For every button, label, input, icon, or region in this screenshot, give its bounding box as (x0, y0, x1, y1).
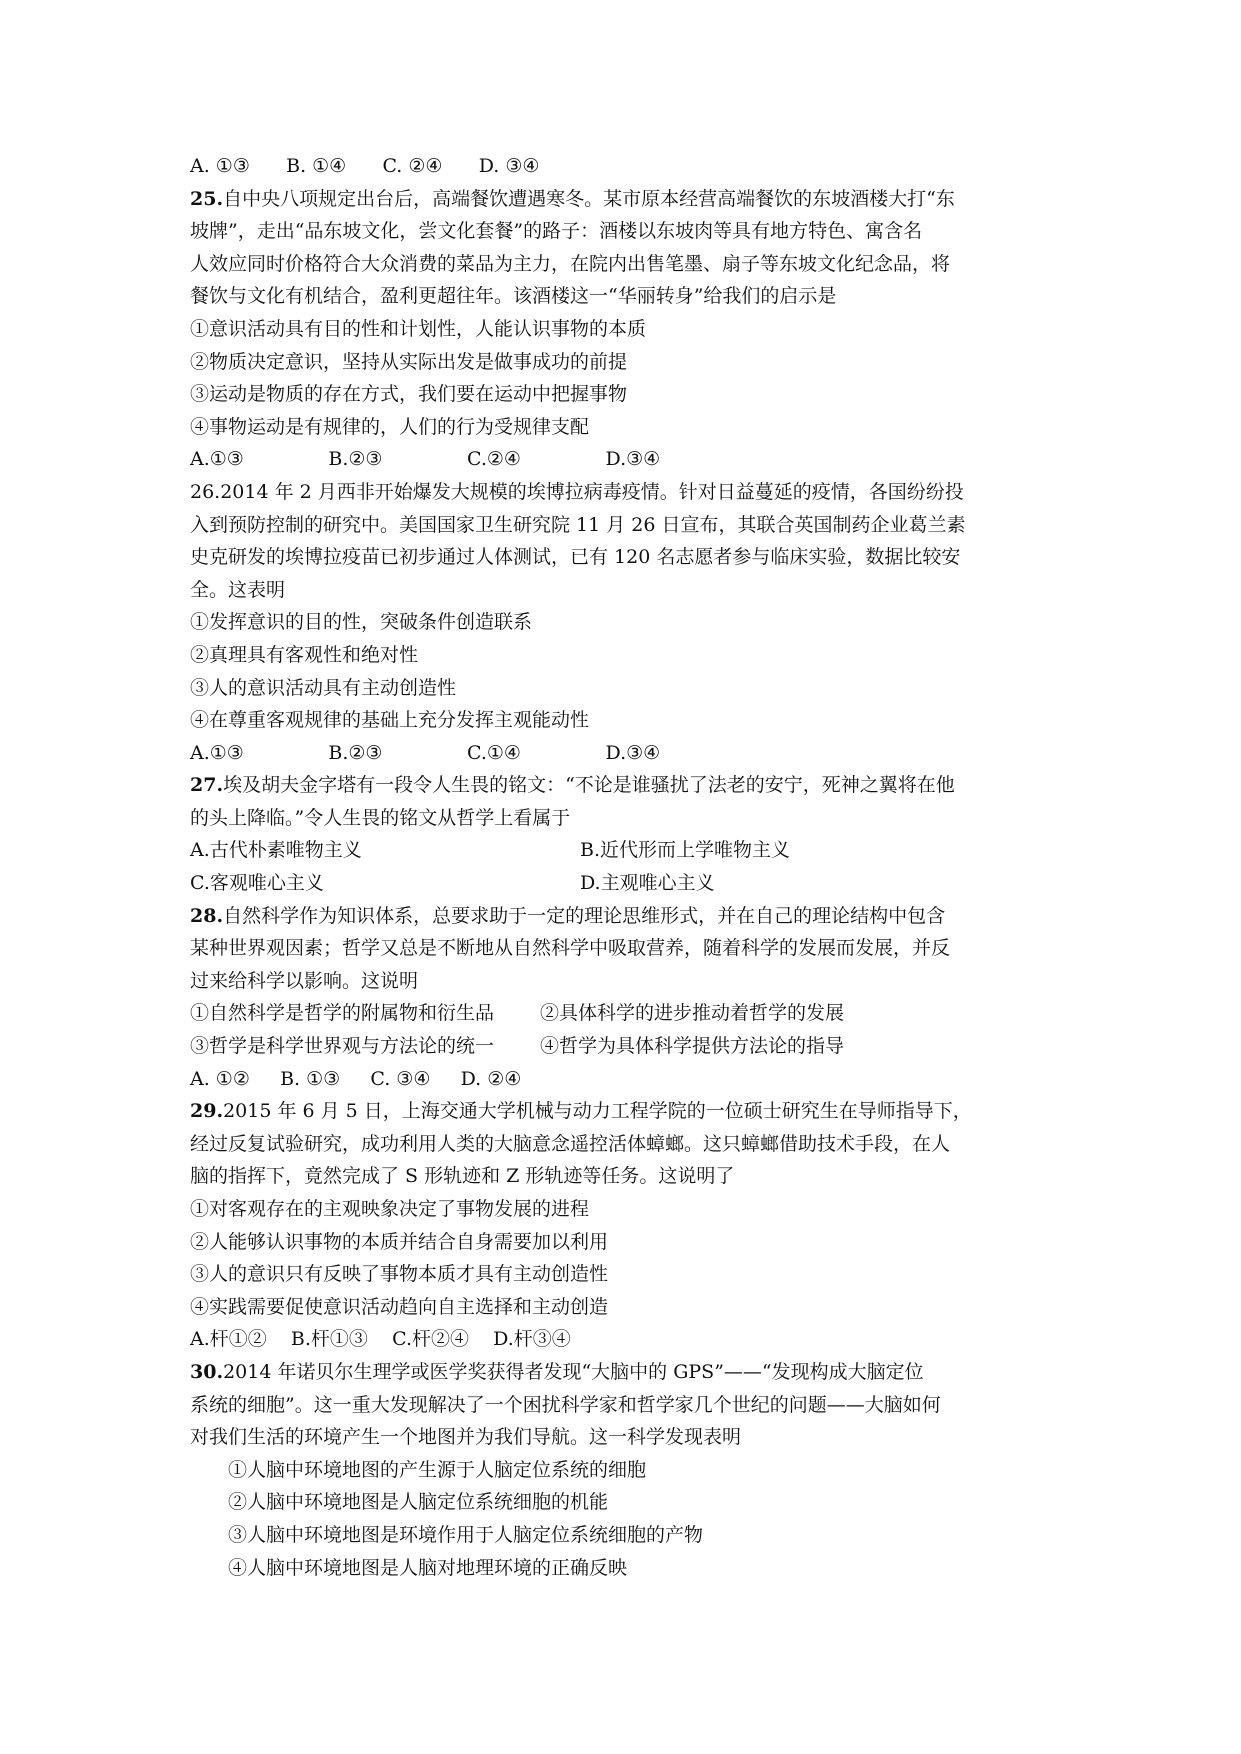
q30-item-2: ②人脑中环境地图是人脑定位系统细胞的机能 (228, 1491, 609, 1514)
q28-item-1: ①自然科学是哲学的附属物和衍生品 (190, 1002, 495, 1025)
q27-option-b: B.近代形而上学唯物主义 (580, 839, 791, 862)
question-30 (190, 1356, 1065, 1584)
q28-items-row-2 (190, 1030, 1065, 1063)
q26-number: 26. (190, 480, 221, 503)
q28-item-4: ④哲学为具体科学提供方法论的指导 (540, 1035, 845, 1058)
question-28 (190, 900, 1065, 1096)
q26-item-3: ③人的意识活动具有主动创造性 (190, 676, 457, 699)
q28-stem-line-1: 28.自然科学作为知识体系，总要求助于一定的理论思维形式，并在自己的理论结构中包含 (190, 904, 946, 927)
q28-items-row-1 (190, 997, 1065, 1030)
q29-item-1: ①对客观存在的主观映象决定了事物发展的进程 (190, 1198, 590, 1220)
q30-item-1: ①人脑中环境地图的产生源于人脑定位系统的细胞 (228, 1458, 647, 1481)
q25-item-3: ③运动是物质的存在方式，我们要在运动中把握事物 (190, 383, 628, 406)
q30-number: 30. (190, 1360, 224, 1383)
q27-stem-line-1: 27.埃及胡夫金字塔有一段令人生畏的铭文：“不论是谁骚扰了法老的安宁，死神之翼将在他 (190, 774, 955, 797)
q29-stem-line-3: 脑的指挥下，竟然完成了 S 形轨迹和 Z 形轨迹等任务。这说明了 (190, 1165, 735, 1188)
q29-stem-line-2: 经过反复试验研究，成功利用人类的大脑意念遥控活体蟑螂。这只蟑螂借助技术手段，在人 (190, 1132, 951, 1155)
q30-item-4: ④人脑中环境地图是人脑对地理环境的正确反映 (228, 1556, 628, 1579)
q27-stem-line-2: 的头上降临。”令人生畏的铭文从哲学上看属于 (190, 806, 571, 829)
q29-number: 29. (190, 1100, 224, 1123)
q30-stem-line-1: 30.2014 年诺贝尔生理学或医学奖获得者发现“大脑中的 GPS”——“发现构成大脑定位 (190, 1360, 924, 1383)
q28-stem-line-3: 过来给科学以影响。这说明 (190, 969, 419, 992)
exam-page (190, 150, 1065, 1584)
question-27 (190, 769, 1065, 899)
q26-stem-line-3: 史克研发的埃博拉疫苗已初步通过人体测试，已有 120 名志愿者参与临床实验，数据比较安 (190, 546, 961, 569)
q26-stem-line-4: 全。这表明 (190, 578, 286, 601)
q29-stem-line-1: 29.2015 年 6 月 5 日，上海交通大学机械与动力工程学院的一位硕士研究生在导师指导下， (190, 1100, 972, 1123)
q25-stem-line-4: 餐饮与文化有机结合，盈利更超往年。该酒楼这一“华丽转身”给我们的启示是 (190, 285, 837, 308)
q27-options-row-1 (190, 834, 1065, 867)
q30-stem-line-2: 系统的细胞”。这一重大发现解决了一个困扰科学家和哲学家几个世纪的问题——大脑如何 (190, 1393, 941, 1416)
q25-options: A.①③ B.②③ C.②④ D.③④ (190, 448, 661, 471)
q28-stem-line-2: 某种世界观因素；哲学又总是不断地从自然科学中吸取营养，随着科学的发展而发展，并反 (190, 937, 951, 960)
q29-options: A.杆①② B.杆①③ C.杆②④ D.杆③④ (190, 1328, 571, 1351)
q25-stem-line-1: 25.自中央八项规定出台后，高端餐饮遭遇寒冬。某市原本经营高端餐饮的东坡酒楼大打“东 (190, 187, 955, 210)
question-26 (190, 476, 1065, 769)
question-25 (190, 183, 1065, 476)
q28-options: A. ①② B. ①③ C. ③④ D. ②④ (190, 1067, 522, 1090)
q26-item-4: ④在尊重客观规律的基础上充分发挥主观能动性 (190, 709, 590, 732)
q28-item-2: ②具体科学的进步推动着哲学的发展 (540, 1002, 845, 1025)
q25-stem-line-3: 人效应同时价格符合大众消费的菜品为主力，在院内出售笔墨、扇子等东坡文化纪念品，将 (190, 252, 951, 275)
q27-options-row-2 (190, 867, 1065, 900)
q27-option-d: D.主观唯心主义 (580, 872, 715, 895)
q25-stem-line-2: 坡牌”，走出“品东坡文化，尝文化套餐”的路子：酒楼以东坡肉等具有地方特色、寓含名 (190, 220, 923, 243)
q27-number: 27. (190, 774, 224, 797)
q24-options: A. ①③ B. ①④ C. ②④ D. ③④ (190, 155, 540, 177)
q26-item-2: ②真理具有客观性和绝对性 (190, 643, 419, 666)
q27-option-c: C.客观唯心主义 (190, 872, 324, 895)
q29-item-2: ②人能够认识事物的本质并结合自身需要加以利用 (190, 1230, 609, 1253)
q26-stem-line-2: 入到预防控制的研究中。美国国家卫生研究院 11 月 26 日宣布，其联合英国制药企业葛兰素 (190, 513, 966, 536)
question-29 (190, 1095, 1065, 1356)
q25-number: 25. (190, 187, 224, 210)
q28-number: 28. (190, 904, 224, 927)
q29-item-3: ③人的意识只有反映了事物本质才具有主动创造性 (190, 1263, 609, 1286)
q25-item-1: ①意识活动具有目的性和计划性，人能认识事物的本质 (190, 317, 647, 340)
q25-item-2: ②物质决定意识，坚持从实际出发是做事成功的前提 (190, 350, 628, 373)
q26-stem-line-1: 26.2014 年 2 月西非开始爆发大规模的埃博拉病毒疫情。针对日益蔓延的疫情，各国纷纷投 (190, 480, 964, 503)
q29-item-4: ④实践需要促使意识活动趋向自主选择和主动创造 (190, 1295, 609, 1318)
q26-item-1: ①发挥意识的目的性，突破条件创造联系 (190, 611, 533, 634)
q28-item-3: ③哲学是科学世界观与方法论的统一 (190, 1035, 495, 1058)
q27-option-a: A.古代朴素唯物主义 (190, 839, 362, 862)
q30-stem-line-3: 对我们生活的环境产生一个地图并为我们导航。这一科学发现表明 (190, 1426, 742, 1449)
q26-options: A.①③ B.②③ C.①④ D.③④ (190, 741, 661, 764)
q25-item-4: ④事物运动是有规律的，人们的行为受规律支配 (190, 415, 590, 438)
q30-item-3: ③人脑中环境地图是环境作用于人脑定位系统细胞的产物 (228, 1523, 704, 1546)
